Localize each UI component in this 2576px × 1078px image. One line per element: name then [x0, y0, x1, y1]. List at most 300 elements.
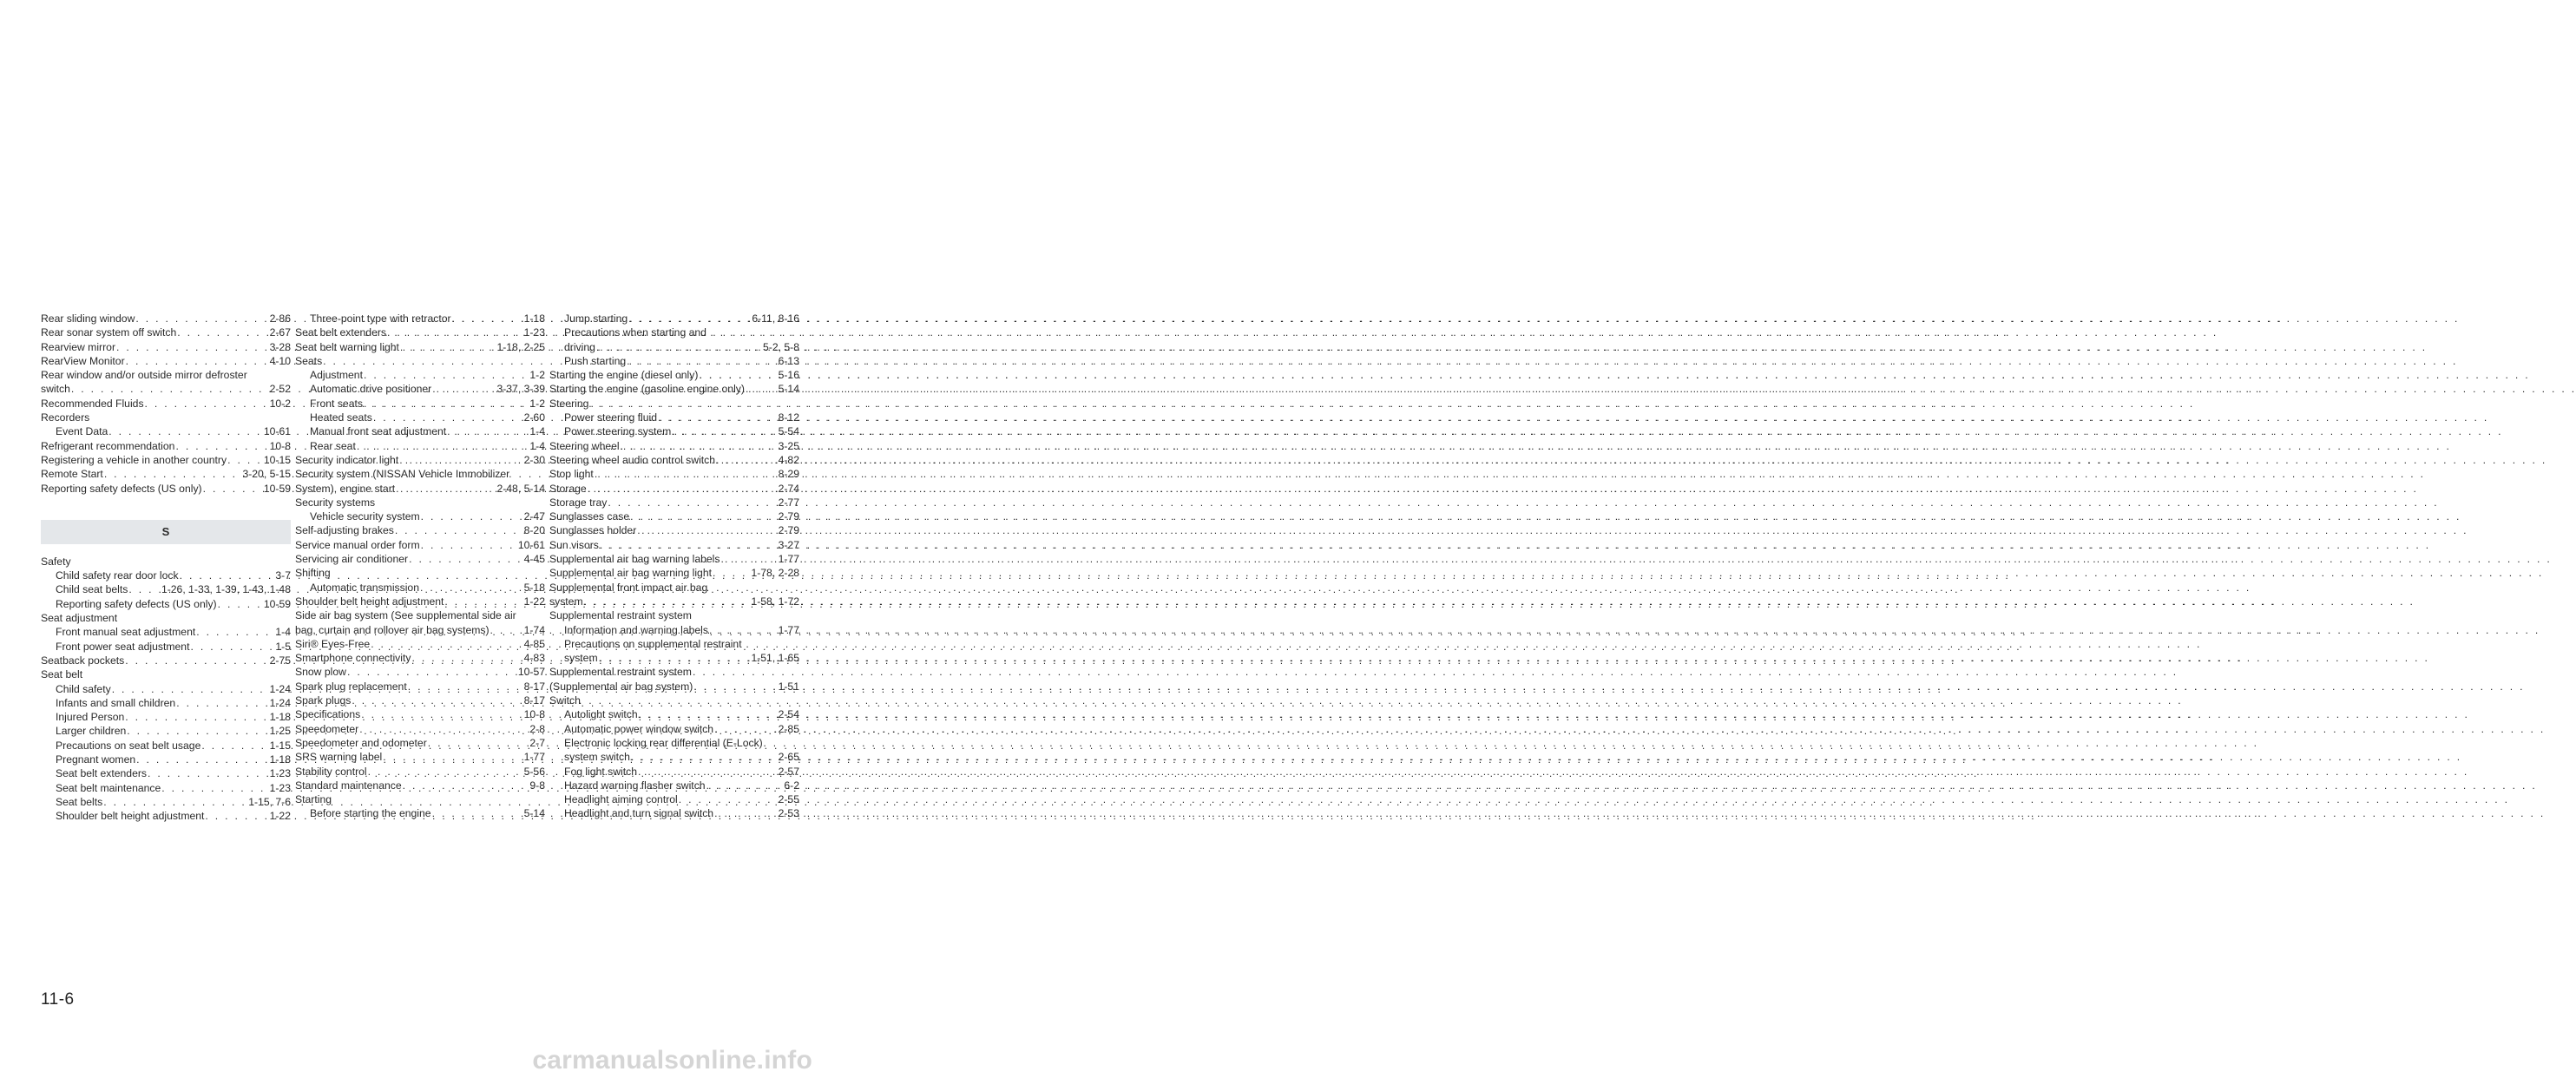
index-entry: [295, 538, 545, 552]
leader-dots: [588, 482, 778, 496]
index-entry-term: Storage: [549, 482, 587, 495]
index-entry-term: Autolight switch: [564, 708, 638, 721]
leader-dots: [148, 766, 269, 780]
index-entry-term: Seat belt warning light: [295, 340, 399, 353]
index-entry-page: 10-57: [517, 666, 545, 679]
index-column-1: [41, 312, 291, 824]
index-entry-term: Hazard warning flasher switch: [564, 779, 706, 792]
index-entry: [41, 597, 291, 611]
index-entry-term: Heated seats: [310, 411, 372, 424]
index-entry-term: Speedometer: [295, 722, 359, 735]
section-letter: S: [161, 524, 170, 538]
index-entry-page: 1-2: [529, 397, 545, 410]
index-entry-page: 3-7: [275, 569, 291, 582]
index-entry-term: Headlight aiming control: [564, 793, 678, 806]
index-entry: [41, 340, 291, 354]
index-heading: Recorders: [41, 411, 90, 424]
leader-dots: [400, 340, 496, 354]
index-entry: [549, 439, 799, 453]
index-heading: Precautions on supplemental restraint: [564, 637, 742, 650]
index-entry-term: Three-point type with retractor: [310, 312, 451, 325]
index-entry: [549, 411, 799, 424]
index-entry: [549, 552, 799, 566]
leader-dots: [490, 623, 523, 637]
index-entry-page: 4-82: [778, 453, 799, 466]
index-entry-term: Power steering fluid: [564, 411, 658, 424]
index-heading: Supplemental restraint system: [549, 666, 692, 679]
index-entry-page: 2-47: [523, 510, 545, 523]
index-entry: [41, 710, 291, 724]
index-entry: [41, 325, 291, 339]
index-entry-term: Larger children: [56, 725, 127, 738]
index-entry-page: 3-28: [269, 340, 291, 353]
leader-dots: [399, 453, 522, 467]
leader-dots: [395, 523, 523, 537]
index-heading: Security system (NISSAN Vehicle Immobilizer: [295, 468, 510, 481]
index-entry: [549, 792, 799, 806]
index-entry-term: Supplemental air bag warning light: [549, 567, 712, 580]
index-heading: Precautions when starting and: [564, 326, 706, 339]
index-entry: [41, 696, 291, 710]
index-entry-term: Smartphone connectivity: [295, 652, 411, 665]
index-entry: [549, 368, 799, 382]
index-entry-page: 10-61: [517, 538, 545, 551]
index-entry-page: 5-18: [523, 581, 545, 594]
leader-dots: [161, 781, 268, 795]
index-entry: [41, 397, 291, 411]
index-entry-page: 2-30: [523, 453, 545, 466]
index-entry: [41, 781, 291, 795]
leader-dots: [595, 467, 778, 481]
index-entry: [295, 779, 545, 792]
leader-dots: [103, 795, 247, 809]
index-entry-term: Rear seat: [310, 439, 356, 452]
index-entry-term: Front manual seat adjustment: [56, 626, 196, 639]
page-number: 11-6: [41, 990, 75, 1009]
index-entry: [41, 354, 291, 368]
index-entry: [295, 552, 545, 566]
index-entry-term: Information and warning labels: [564, 623, 708, 636]
leader-dots: [196, 625, 274, 639]
index-entry-page: 2-54: [778, 708, 799, 721]
leader-dots: [352, 693, 522, 707]
leader-dots: [693, 680, 777, 693]
index-entry-term: driving: [564, 340, 595, 353]
index-entry: [549, 467, 799, 481]
index-entry: [41, 682, 291, 696]
index-entry: [295, 750, 545, 764]
index-entry-term: Storage tray: [549, 496, 608, 509]
index-entry: [549, 680, 799, 693]
leader-dots: [125, 710, 268, 724]
leader-dots: [371, 637, 522, 651]
index-entry: [295, 693, 545, 707]
index-entry-term: Push starting: [564, 354, 627, 367]
index-heading: Safety: [41, 555, 71, 568]
leader-dots: [452, 312, 523, 325]
index-entry-page: 5-2, 5-8: [762, 340, 799, 353]
index-entry: [41, 654, 291, 667]
index-entry-page: 2-79: [778, 510, 799, 523]
index-heading: Security systems: [295, 496, 376, 509]
index-entry-page: 10-59: [263, 482, 291, 495]
index-entry: [41, 766, 291, 780]
index-heading: Shifting: [295, 567, 331, 580]
index-entry-term: Automatic transmission: [310, 581, 419, 594]
index-entry-term: Pregnant women: [56, 753, 136, 766]
index-entry-page: 2-75: [269, 654, 291, 667]
index-entry-term: Security indicator light: [295, 453, 399, 466]
index-entry: [41, 312, 291, 325]
index-entry-page: 10-8: [523, 708, 545, 721]
index-entry: [549, 312, 799, 325]
index-entry-page: 1-77: [778, 553, 799, 566]
index-entry-term: Adjustment: [310, 369, 363, 382]
index-entry-page: 1-18: [523, 312, 545, 325]
index-entry-page: 1-18: [269, 753, 291, 766]
index-entry-term: Spark plug replacement: [295, 680, 407, 693]
index-heading: Seat adjustment: [41, 612, 118, 625]
leader-dots: [201, 739, 268, 753]
index-entry-page: 2-8: [529, 722, 545, 735]
leader-dots: [357, 439, 529, 453]
index-entry: [295, 397, 545, 411]
index-entry-page: 2-79: [778, 524, 799, 537]
leader-dots: [699, 368, 777, 382]
index-entry: [549, 354, 799, 368]
index-entry-page: 8-17: [523, 694, 545, 707]
index-entry: [295, 722, 545, 736]
index-entry: [41, 582, 291, 596]
index-entry: [549, 453, 799, 467]
index-entry-page: 2-48, 5-14: [496, 482, 545, 495]
leader-dots: [432, 382, 496, 396]
leader-dots: [227, 453, 263, 467]
index-entry-page: 9-8: [529, 779, 545, 792]
leader-dots: [190, 640, 274, 654]
index-heading: Electronic locking rear differential (E-Lock): [564, 736, 763, 749]
leader-dots: [71, 382, 269, 396]
leader-dots: [428, 736, 529, 750]
index-entry: [549, 707, 799, 721]
index-entry-term: Seat belt maintenance: [56, 781, 161, 794]
index-entry-term: SRS warning label: [295, 751, 383, 764]
index-entry-page: 1-24: [269, 696, 291, 709]
index-entry-term: Front power seat adjustment: [56, 640, 190, 653]
index-entry-term: Sun visors: [549, 538, 599, 551]
index-entry: [295, 595, 545, 608]
index-entry-page: 1-23: [523, 326, 545, 339]
index-entry: [295, 651, 545, 665]
index-entry-term: Reporting safety defects (US only): [41, 482, 202, 495]
index-entry: [295, 453, 545, 467]
index-entry-term: Supplemental air bag warning labels: [549, 553, 720, 566]
index-entry-term: Siri® Eyes-Free: [295, 637, 371, 650]
index-entry: [295, 707, 545, 721]
leader-dots: [420, 581, 523, 595]
index-entry-term: Stop light: [549, 468, 594, 481]
index-entry: [549, 538, 799, 552]
leader-dots: [145, 397, 269, 411]
index-entry-page: 1-15: [269, 739, 291, 752]
index-entry-page: 8-20: [523, 524, 545, 537]
index-entry-term: Child safety rear door lock: [56, 569, 179, 582]
index-entry-page: 1-23: [269, 767, 291, 780]
index-heading: Starting: [295, 793, 332, 806]
index-entry-term: system: [564, 652, 598, 665]
leader-dots: [584, 595, 751, 608]
index-entry: [41, 439, 291, 453]
index-entry-page: 1-22: [523, 595, 545, 608]
leader-dots: [600, 538, 778, 552]
index-entry-term: Seat belts: [56, 795, 103, 808]
index-entry-page: 5-14: [523, 807, 545, 820]
index-entry-term: Service manual order form: [295, 538, 420, 551]
index-entry: [41, 753, 291, 766]
leader-dots: [672, 424, 777, 438]
index-entry: [549, 509, 799, 523]
index-entry-term: Stability control: [295, 765, 367, 778]
index-entry-term: Steering wheel: [549, 439, 620, 452]
section-letter-band: [41, 520, 291, 544]
leader-dots: [126, 354, 269, 368]
index-entry-page: 4-45: [523, 553, 545, 566]
index-entry: [295, 382, 545, 396]
index-entry: [549, 623, 799, 637]
index-entry-page: 5-14: [778, 383, 799, 396]
index-entry-term: Steering wheel audio control switch: [549, 453, 716, 466]
index-entry: [549, 566, 799, 580]
index-entry-term: Starting the engine (gasoline engine only): [549, 383, 745, 396]
index-entry-term: Power steering system: [564, 425, 672, 438]
index-entry-term: System), engine start: [295, 482, 396, 495]
index-entry-page: 1-78, 2-28: [751, 567, 799, 580]
index-entry: [41, 795, 291, 809]
index-entry-term: Manual front seat adjustment: [310, 425, 447, 438]
index-entry: [41, 739, 291, 753]
leader-dots: [177, 325, 268, 339]
index-entry-page: 1-4: [529, 425, 545, 438]
index-entry-term: Recommended Fluids: [41, 397, 144, 410]
index-entry-page: 8-17: [523, 680, 545, 693]
index-entry-page: 1-77: [523, 751, 545, 764]
index-entry: [41, 809, 291, 823]
index-entry-term: Registering a vehicle in another country: [41, 453, 227, 466]
index-entry-page: 10-61: [263, 425, 291, 438]
index-entry-page: 5-16: [778, 369, 799, 382]
index-entry-page: 1-18: [269, 711, 291, 724]
index-entry-page: 8-29: [778, 468, 799, 481]
leader-dots: [135, 312, 268, 325]
leader-dots: [599, 651, 751, 665]
index-entry-page: 1-25: [269, 725, 291, 738]
leader-dots: [630, 509, 777, 523]
index-entry: [295, 325, 545, 339]
index-entry-term: Headlight and turn signal switch: [564, 807, 714, 820]
index-entry-term: Automatic drive positioner: [310, 383, 432, 396]
index-entry-term: Reporting safety defects (US only): [56, 597, 217, 610]
index-entry: [549, 722, 799, 736]
index-entry-term: Refrigerant recommendation: [41, 439, 175, 452]
leader-dots: [716, 453, 778, 467]
index-entry: [41, 640, 291, 654]
index-entry-term: Seat belt extenders: [56, 767, 148, 780]
index-entry-term: Spark plugs: [295, 694, 352, 707]
index-entry-term: Snow plow: [295, 666, 346, 679]
index-entry-page: 1-26, 1-33, 1-39, 1-43, 1-48: [161, 583, 291, 596]
index-heading: Supplemental restraint system: [549, 609, 692, 622]
leader-dots: [205, 809, 268, 823]
index-entry-term: Starting the engine (diesel only): [549, 369, 699, 382]
index-entry-page: 2-57: [778, 765, 799, 778]
leader-dots: [203, 482, 263, 496]
index-entry-page: 1-5: [275, 640, 291, 653]
index-entry: [549, 765, 799, 779]
leader-dots: [596, 340, 762, 354]
leader-dots: [373, 411, 523, 424]
index-entry-page: 1-2: [529, 369, 545, 382]
leader-dots: [444, 595, 522, 608]
index-column-2: [295, 312, 545, 821]
index-entry: [295, 312, 545, 325]
index-entry-term: Precautions on seat belt usage: [56, 739, 201, 752]
index-entry: [41, 424, 291, 438]
index-entry: [549, 595, 799, 608]
index-entry-term: Specifications: [295, 708, 361, 721]
index-entry: [295, 509, 545, 523]
index-entry-term: Rear sonar system off switch: [41, 326, 177, 339]
leader-dots: [706, 779, 784, 792]
leader-dots: [421, 509, 523, 523]
leader-dots: [364, 397, 529, 411]
index-entry-term: Sunglasses case: [549, 510, 630, 523]
index-entry-page: 5-54: [778, 425, 799, 438]
index-entry-page: 1-4: [275, 626, 291, 639]
leader-dots: [127, 724, 268, 738]
index-entry-page: 3-20, 5-15: [242, 468, 291, 481]
index-entry-page: 1-22: [269, 810, 291, 823]
leader-dots: [108, 424, 263, 438]
index-entry-page: 4-10: [269, 354, 291, 367]
index-column-3: [549, 312, 799, 821]
leader-dots: [631, 750, 778, 764]
index-entry: [295, 424, 545, 438]
index-entry-page: 1-51: [778, 680, 799, 693]
index-heading: Rear window and/or outside mirror defroster: [41, 369, 247, 382]
leader-dots: [361, 707, 522, 721]
leader-dots: [175, 439, 268, 453]
index-entry-page: 2-53: [778, 807, 799, 820]
index-entry-term: Fog light switch: [564, 765, 637, 778]
index-entry-term: Vehicle security system: [310, 510, 420, 523]
index-entry-term: Before starting the engine: [310, 807, 431, 820]
index-heading: Side air bag system (See supplemental side air: [295, 609, 516, 622]
index-entry-term: Automatic power window switch: [564, 722, 714, 735]
leader-dots: [714, 722, 778, 736]
leader-dots: [396, 482, 496, 496]
index-heading: Switch: [549, 694, 581, 707]
index-entry-term: Injured Person: [56, 711, 125, 724]
index-entry: [41, 453, 291, 467]
index-entry-page: 4-83: [523, 652, 545, 665]
index-entry-term: Self-adjusting brakes: [295, 524, 394, 537]
index-entry-page: 1-23: [269, 781, 291, 794]
index-entry-term: Sunglasses holder: [549, 524, 637, 537]
index-entry: [295, 411, 545, 424]
leader-dots: [627, 354, 777, 368]
index-entry-page: 6-2: [784, 779, 799, 792]
leader-dots: [387, 325, 523, 339]
leader-dots: [112, 682, 269, 696]
leader-dots: [411, 651, 522, 665]
index-entry-term: (Supplemental air bag system): [549, 680, 693, 693]
index-entry-term: Infants and small children: [56, 696, 176, 709]
index-entry-page: 2-67: [269, 326, 291, 339]
leader-dots: [658, 411, 778, 424]
index-heading: Steering: [549, 397, 589, 410]
index-entry: [295, 482, 545, 496]
leader-dots: [383, 750, 522, 764]
index-entry-page: 2-86: [269, 312, 291, 325]
index-entry-page: 2-74: [778, 482, 799, 495]
index-entry-term: Jump starting: [564, 312, 628, 325]
index-entry-page: 1-4: [529, 439, 545, 452]
index-entry-term: Servicing air conditioner: [295, 553, 409, 566]
index-entry-term: Child seat belts: [56, 583, 128, 596]
index-entry-page: 3-25: [778, 439, 799, 452]
index-entry-page: 4-85: [523, 637, 545, 650]
index-heading: Seat belt: [41, 668, 83, 681]
index-entry: [295, 523, 545, 537]
leader-dots: [621, 439, 778, 453]
leader-dots: [125, 654, 268, 667]
index-entry-page: 2-65: [778, 751, 799, 764]
leader-dots: [218, 597, 263, 611]
index-entry: [295, 680, 545, 693]
index-entry-page: 6-13: [778, 354, 799, 367]
index-entry-page: 1-24: [269, 682, 291, 695]
index-entry: [549, 523, 799, 537]
index-entry: [549, 340, 799, 354]
index-entry: [295, 736, 545, 750]
index-entry-page: 1-15, 7-6: [248, 795, 291, 808]
index-entry-term: RearView Monitor: [41, 354, 125, 367]
watermark: carmanualsonline.info: [532, 1046, 812, 1075]
index-entry-term: Seatback pockets: [41, 654, 125, 667]
leader-dots: [408, 680, 523, 693]
index-entry-page: 1-77: [778, 623, 799, 636]
index-entry-term: Shoulder belt height adjustment: [56, 810, 205, 823]
index-entry-page: 2-60: [523, 411, 545, 424]
index-entry-page: 1-51, 1-65: [751, 652, 799, 665]
index-entry: [295, 623, 545, 637]
index-entry: [295, 368, 545, 382]
index-entry-term: Standard maintenance: [295, 779, 402, 792]
leader-dots: [639, 707, 778, 721]
leader-dots: [447, 424, 529, 438]
leader-dots: [136, 753, 268, 766]
index-entry-page: 10-2: [269, 397, 291, 410]
index-entry: [295, 806, 545, 820]
index-entry-page: 8-12: [778, 411, 799, 424]
index-entry-term: Remote Start: [41, 468, 103, 481]
leader-dots: [359, 722, 529, 736]
leader-dots: [746, 382, 778, 396]
index-entry: [295, 665, 545, 679]
index-entry-term: Child safety: [56, 682, 111, 695]
leader-dots: [347, 665, 517, 679]
index-entry-page: 3-37, 3-39: [496, 383, 545, 396]
